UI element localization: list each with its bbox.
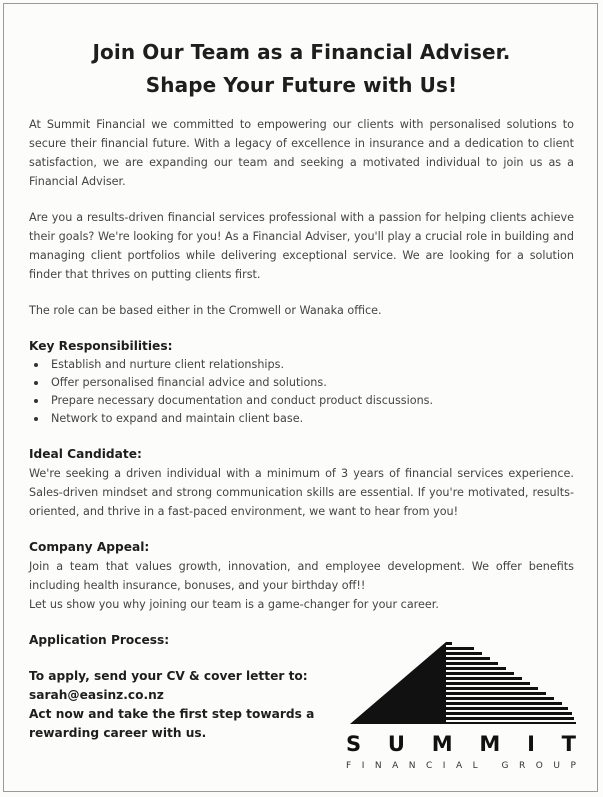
list-item: Establish and nurture client relationships. [29,356,574,374]
logo-sub-letter: L [472,761,478,771]
heading-line-1: Join Our Team as a Financial Adviser. [92,40,511,64]
apply-call-to-action: Act now and take the first step towards a rewarding career with us. [29,707,315,740]
intro-paragraph-1: At Summit Financial we committed to empowering our clients with personalised solutions to secure their financial future. With a legacy of excellence in insurance and a dedication to client satisfaction, we are expanding our team and seeking a motivated individual to join us as a Financial Adviser. [29,118,574,188]
candidate-paragraph: We're seeking a driven individual with a minimum of 3 years of financial services experience. Sales-driven mindset and strong communication skills are essential. If you're motivated, results-oriented, and thrive in a fast-paced environment, we want to hear from you! [29,467,574,518]
appeal-paragraph: Join a team that values growth, innovation, and employee development. We offer benefits including health insurance, bonuses, and your birthday off!! [29,560,574,592]
logo-letter: M [431,732,453,756]
apply-instruction: To apply, send your CV & cover letter to: [29,669,308,683]
appeal-heading: Company Appeal: [29,540,150,554]
logo-sub-letter: N [374,761,382,771]
list-item: Offer personalised financial advice and solutions. [29,374,574,392]
logo-letter: U [387,732,405,756]
logo-tagline [346,761,576,771]
logo-sub-letter: N [408,761,416,771]
summit-financial-logo [346,640,576,780]
logo-letter: I [527,732,535,756]
responsibilities-list [29,356,574,428]
logo-sub-letter: U [553,761,560,771]
logo-sub-letter: A [392,761,399,771]
list-item: Network to expand and maintain client base. [29,410,574,428]
application-heading: Application Process: [29,633,170,647]
logo-sub-spacer [488,761,491,771]
list-item: Prepare necessary documentation and conduct product discussions. [29,392,574,410]
ad-heading [29,36,574,102]
responsibilities-heading: Key Responsibilities: [29,339,173,353]
logo-sub-letter: P [570,761,576,771]
logo-sub-letter: I [442,761,446,771]
mountain-logo-icon [346,640,576,728]
heading-line-2: Shape Your Future with Us! [145,73,458,97]
logo-sub-letter: F [346,761,352,771]
logo-letter: S [346,732,362,756]
logo-sub-letter: I [361,761,365,771]
logo-sub-letter: C [425,761,433,771]
appeal-closing: Let us show you why joining our team is a game-changer for your career. [29,598,439,611]
job-ad [29,36,574,743]
logo-sub-letter: R [518,761,526,771]
logo-wordmark [346,732,576,756]
logo-sub-letter: O [535,761,543,771]
logo-letter: T [561,732,576,756]
logo-sub-letter: A [455,761,463,771]
intro-paragraph-2: Are you a results-driven financial services professional with a passion for helping clients achieve their goals? We're looking for you! As a Financial Adviser, you'll play a crucial role in building and managing client portfolios while delivering exceptional service. We are looking for a solution finder that thrives on putting clients first. [29,211,574,281]
apply-email[interactable]: sarah@easinz.co.nz [29,688,164,702]
logo-sub-letter: G [501,761,509,771]
candidate-heading: Ideal Candidate: [29,447,142,461]
location-paragraph: The role can be based either in the Cromwell or Wanaka office. [29,304,382,317]
logo-letter: M [479,732,501,756]
